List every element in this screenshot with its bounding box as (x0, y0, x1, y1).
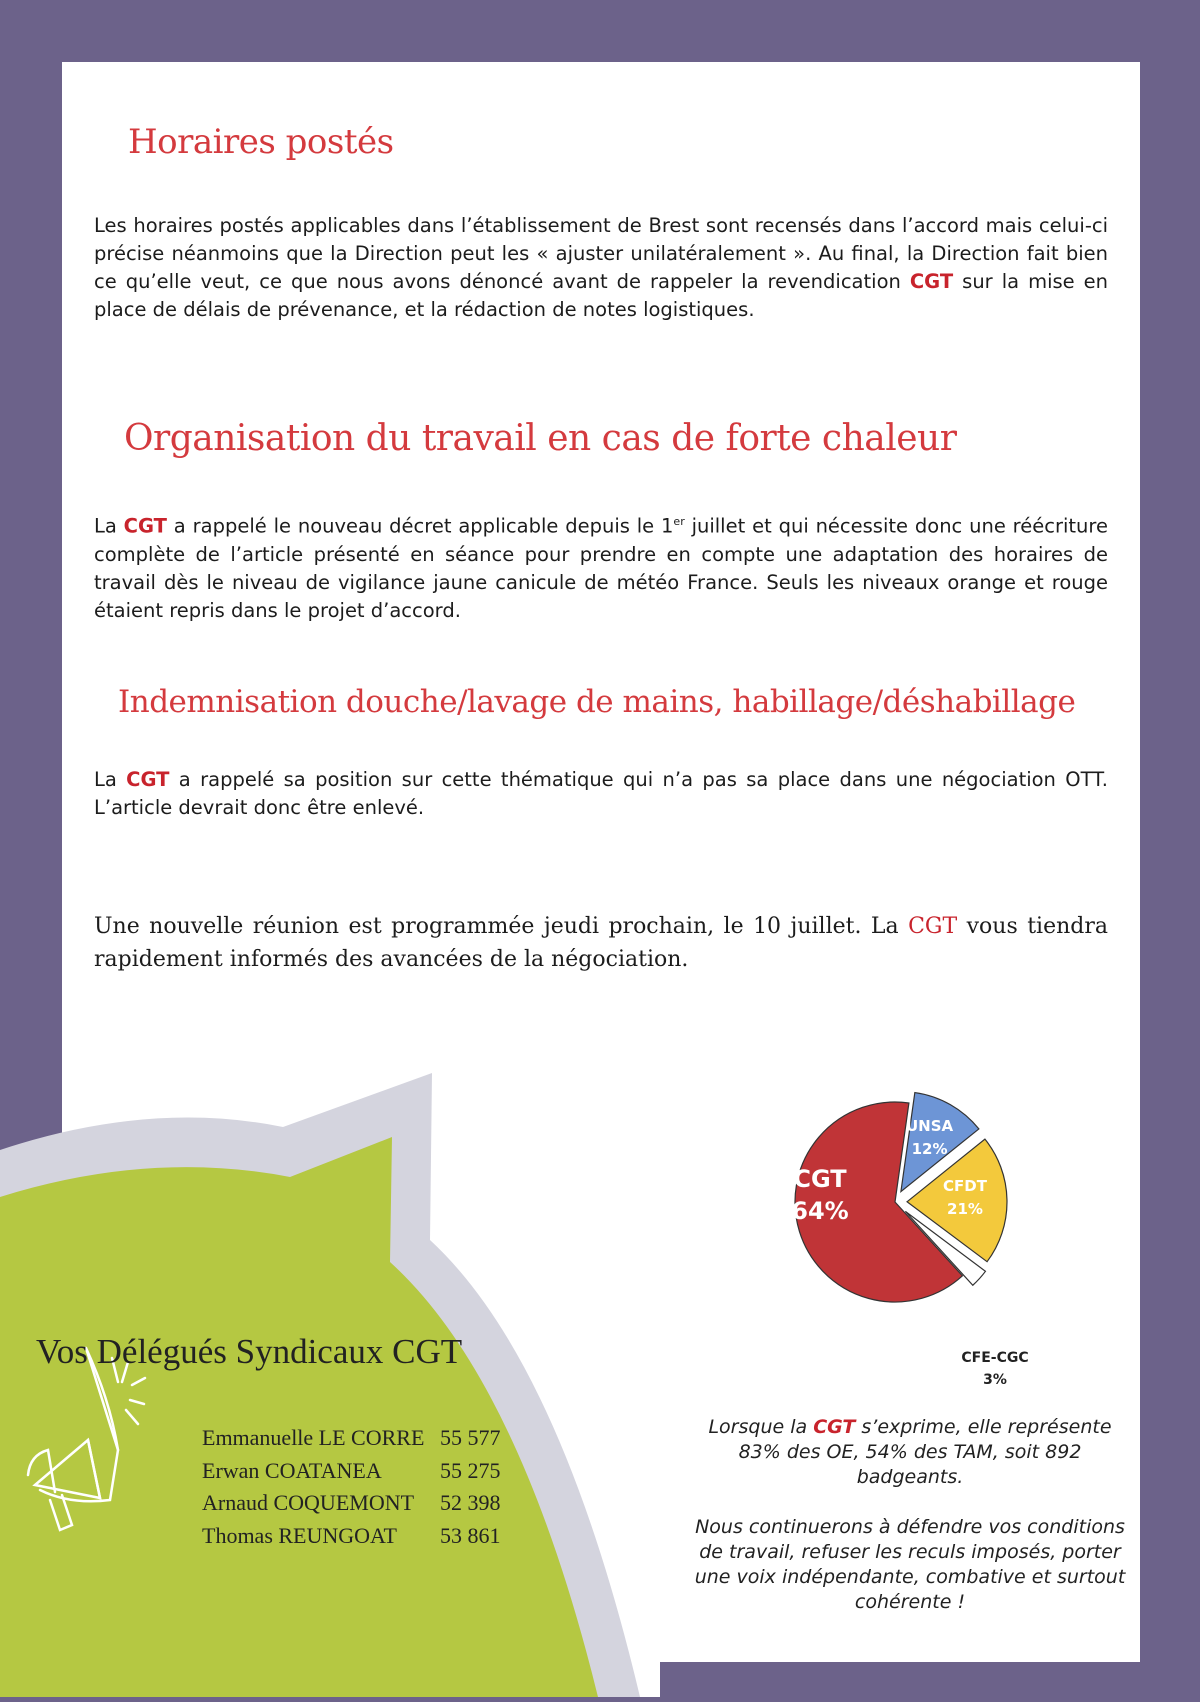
heading-indemnisation: Indemnisation douche/lavage de mains, habillage/déshabillage (118, 684, 1076, 720)
paragraph-horaires: Les horaires postés applicables dans l’établissement de Brest sont recensés dans l’accord mais celui-ci précise néanmoins que la Direction peut les « ajuster unilatéralement ». Au final, la Direction fait bien ce qu’elle veut, ce que nous avons dénoncé avant de rappeler la revendication CGT sur la mise en place de délais de prévenance, et la rédaction de notes logistiques. (94, 214, 1109, 321)
pie-category-label: CFE-CGC (961, 1350, 1029, 1366)
pie-value-label: 64% (791, 1197, 849, 1225)
pie-value-label: 3% (983, 1372, 1007, 1388)
pie-category-label: UNSA (905, 1117, 954, 1136)
delegate-row: Thomas REUNGOAT 53 861 (202, 1522, 501, 1548)
paragraph-indemnisation: La CGT a rappelé sa position sur cette thématique qui n’a pas sa place dans une négociation OTT. L’article devrait donc être enlevé. (94, 768, 1108, 819)
pie-category-label: CFDT (943, 1176, 987, 1195)
delegate-row: Erwan COATANEA 55 275 (202, 1457, 501, 1483)
delegate-row: Arnaud COQUEMONT 52 398 (202, 1490, 501, 1515)
pie-chart (700, 1090, 1100, 1410)
pie-category-label: CGT (793, 1165, 847, 1193)
paragraph-chaleur: La CGT a rappelé le nouveau décret applicable depuis le 1er juillet et qui nécessite donc une réécriture complète de l’article présenté en séance pour prendre en compte une adaptation des horaires de travail dès le niveau de vigilance jaune canicule de météo France. Seuls les niveaux orange et rouge étaient repris dans le projet d’accord. (94, 514, 1109, 622)
heading-chaleur: Organisation du travail en cas de forte chaleur (124, 418, 957, 459)
delegates-title: Vos Délégués Syndicaux CGT (36, 1332, 463, 1371)
pie-value-label: 21% (947, 1199, 983, 1218)
pie-caption: Lorsque la CGT s’exprime, elle représente 83% des OE, 54% des TAM, soit 892 badgeants. Nous continuerons à défendre vos conditions de travail, refuser les reculs imposés, porter une voix indépendante, combative et surtout cohérente ! (694, 1416, 1126, 1613)
delegates-list (202, 1422, 501, 1552)
closing-note: Une nouvelle réunion est programmée jeudi prochain, le 10 juillet. La CGT vous tiendra rapidement informés des avancées de la négociation. (94, 914, 1108, 972)
pie-value-label: 12% (911, 1140, 948, 1159)
delegate-row: Emmanuelle LE CORRE 55 577 (202, 1425, 501, 1450)
heading-horaires: Horaires postés (128, 122, 394, 162)
